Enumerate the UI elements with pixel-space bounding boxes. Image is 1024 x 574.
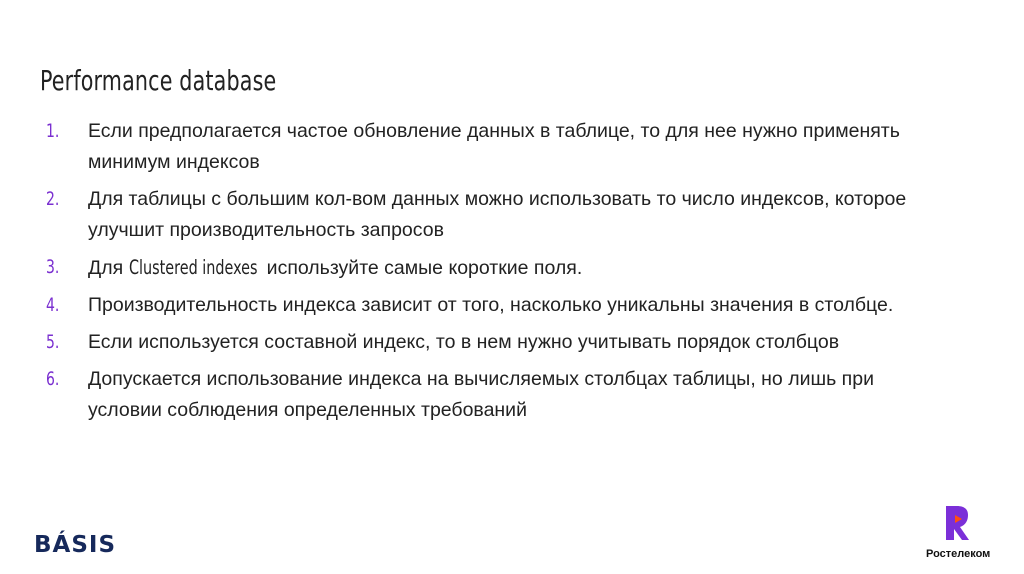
clustered-indexes-term: Clustered indexes [128, 256, 258, 279]
slide-title: Performance database [40, 64, 277, 97]
list-item-number: 2. [46, 188, 60, 210]
list-item [46, 290, 946, 321]
list-item [46, 364, 946, 426]
numbered-list [46, 116, 946, 432]
list-item-text: Если предполагается частое обновление данных в таблице, то для нее нужно применять минимум индексов [88, 120, 900, 173]
list-item-text: Допускается использование индекса на вычисляемых столбцах таблицы, но лишь при условии соблюдения определенных требований [88, 368, 874, 421]
rostelecom-logo-icon [942, 502, 970, 544]
list-item [46, 252, 946, 284]
list-item [46, 184, 946, 246]
list-item-number: 1. [46, 120, 60, 142]
rostelecom-logo-text: Ростелеком [926, 548, 991, 560]
list-item [46, 327, 946, 358]
list-item-suffix: используйте самые короткие поля. [266, 257, 583, 279]
list-item-number: 3. [46, 256, 60, 278]
list-item-text: Если используется составной индекс, то в нем нужно учитывать порядок столбцов [88, 331, 840, 353]
list-item-number: 4. [46, 294, 60, 316]
list-item-text: Для таблицы с большим кол-вом данных можно использовать то число индексов, которое улучшит производительность запросов [88, 188, 907, 241]
rostelecom-logo [928, 500, 1008, 564]
list-item-number: 6. [46, 368, 60, 390]
basis-logo: BÁSIS [34, 532, 117, 558]
list-item-prefix: Для [88, 257, 124, 279]
list-item [46, 116, 946, 178]
list-item-number: 5. [46, 331, 60, 353]
list-item-text: Производительность индекса зависит от того, насколько уникальны значения в столбце. [88, 294, 894, 316]
